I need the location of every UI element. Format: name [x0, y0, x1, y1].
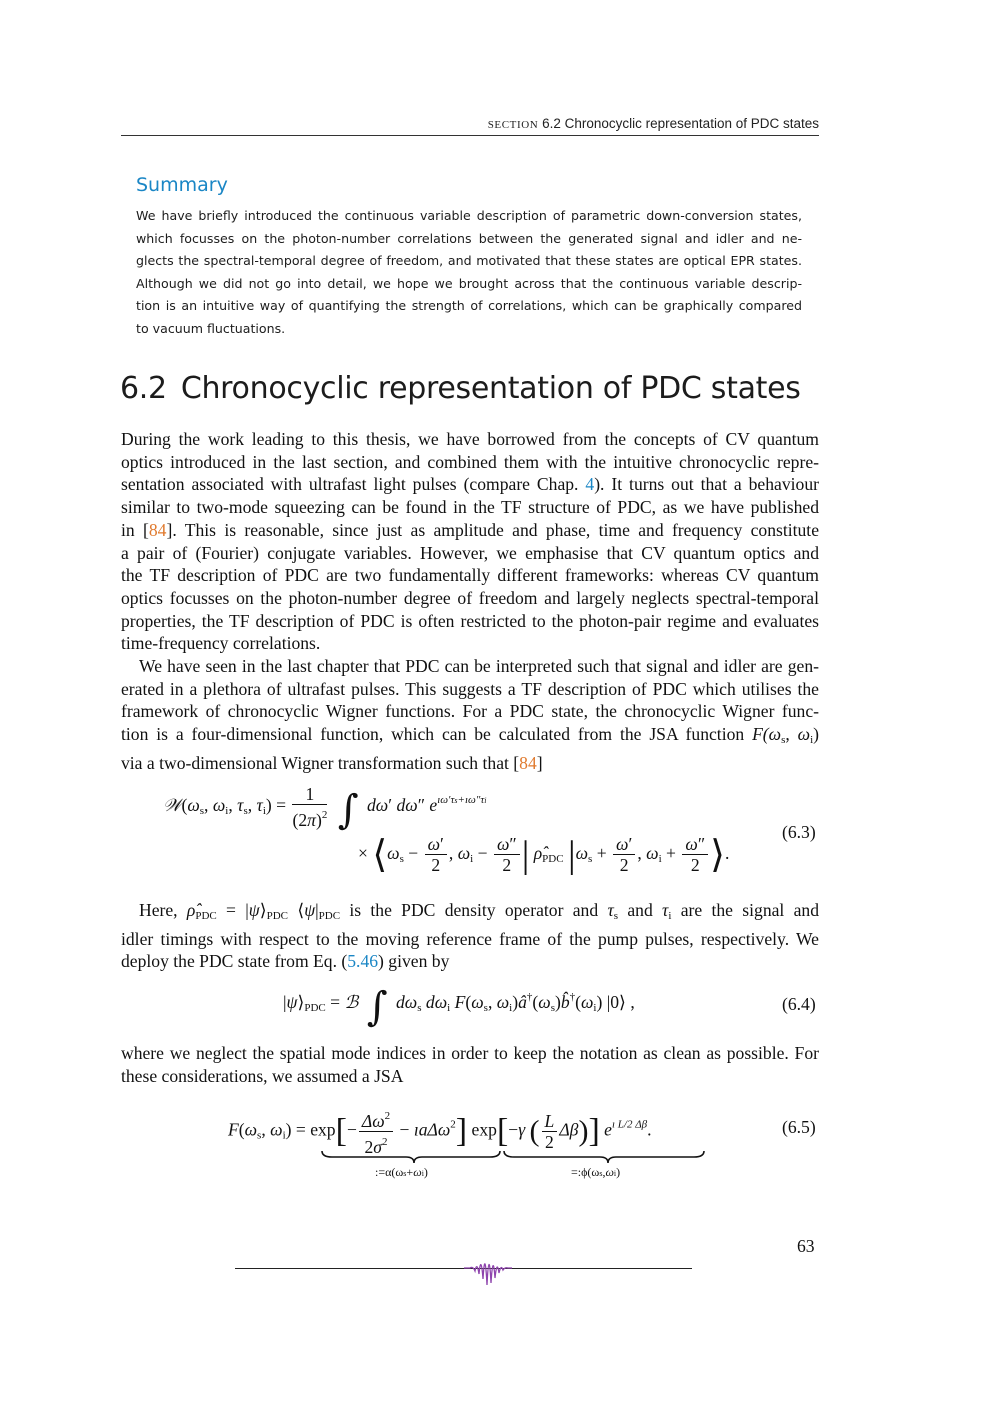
citation-link[interactable]: 84	[148, 519, 167, 540]
text-line: erated in a plethora of ultrafast pulses. This suggests a TF description of PDC which utilises the	[121, 678, 819, 699]
section-heading	[120, 371, 801, 406]
running-header	[121, 116, 819, 131]
text-line	[121, 473, 819, 496]
underbrace-label-phi: =:ϕ(ωs,ωi)	[571, 1165, 621, 1179]
summary-title: Summary	[136, 174, 228, 196]
text-line: optics introduced in the last section, and combined them with the intuitive chronocyclic repre-	[121, 451, 819, 472]
text-line: similar to two-mode squeezing can be found in the TF structure of PDC, as we have published	[121, 497, 819, 518]
equation-number: (6.4)	[782, 994, 816, 1014]
paragraph-4	[121, 1042, 819, 1087]
equation-6-3-line2: × $⟨\omega_s$ − $\frac{\omega'}{2}$ , $\omega_i$ − $\frac{\omega''}{2}$ | $\rhô_{PDC}$ $|\omega_s$ + $\frac{\omega'}{2}$ , $\omega_i$ + $\frac{\omega''}{2}$ ⟩.	[358, 834, 730, 876]
text-fragment: is the PDC density operator and	[340, 900, 608, 920]
text-fragment: tion is a four-dimensional function, which can be calculated from the JSA function	[121, 724, 753, 745]
equation-link[interactable]: 5.46	[347, 951, 379, 972]
equation-6-3-line1: $𝒲(\omega_s$, $\omega_i$, $\tau_s$, $\tau_i$) = $\frac{1}{(2\pi)^2}$ ∫ dω′ dω″ $e^{ı\omega'\tau s+ı\omega''\tau i}$	[163, 784, 487, 834]
summary-line: to vacuum fluctuations.	[136, 320, 286, 336]
header-section-title: 6.2 Chronocyclic representation of PDC states	[542, 116, 819, 131]
page-number: 63	[797, 1236, 815, 1256]
text-line: We have seen in the last chapter that PDC can be interpreted such that signal and idler are gen-	[139, 656, 819, 676]
text-fragment: and	[618, 900, 663, 920]
text-fragment: via a two-dimensional Wigner transformation such that [	[121, 752, 520, 773]
text-line: framework of chronocyclic Wigner functions. For a PDC state, the chronocyclic Wigner func-	[121, 701, 819, 722]
section-heading-text: Chronocyclic representation of PDC states	[180, 371, 801, 406]
equation-6-4: $|\psi⟩_{PDC}$ = ℬ ∫ $d\omega_s$ $d\omega_i$ $F(\omega_s$, $\omega_i)â^\dagger(\omega_s)b̂^\dagger(\omega_i)$ |0⟩ ,	[283, 984, 635, 1030]
citation-link[interactable]: 84	[519, 752, 537, 773]
summary-line: Although we did not go into detail, we hope we brought across that the continuous variable descrip-	[136, 275, 802, 291]
text-fragment: in [	[121, 519, 149, 540]
summary-line: glects the spectral-temporal degree of freedom, and motivated that these states are optical EPR states.	[136, 253, 802, 269]
text-line: time-frequency correlations.	[121, 633, 321, 654]
text-line	[121, 950, 819, 973]
chapter-link[interactable]: 4	[585, 474, 595, 495]
brace-label-text: =:ϕ(ω	[571, 1165, 600, 1179]
text-fragment: are the signal and	[671, 900, 820, 920]
text-line: Here, $\rhô_{PDC}$ = $|\psi⟩_{PDC}$ $⟨\psi|_{PDC}$ is the PDC density operator and $\tau_s$ and $\tau_i$ are the signal and	[139, 900, 820, 922]
text-line: the TF description of PDC are two fundamentally different frameworks: whereas CV quantum	[121, 565, 819, 586]
summary-line: tion is an intuitive way of quantifying the strength of correlations, which can be graphically compared	[136, 298, 802, 314]
text-line: idler timings with respect to the moving reference frame of the pump pulses, respectively. We	[121, 928, 819, 949]
text-fragment: ]	[536, 752, 543, 773]
text-line: these considerations, we assumed a JSA	[121, 1065, 404, 1086]
brace-label-text: :=α(ω	[375, 1165, 404, 1179]
header-rule	[121, 135, 819, 136]
text-line: optics focusses on the photon-number degree of freedom and largely neglects spectral-temporal	[121, 587, 819, 608]
text-line: properties, the TF description of PDC is often restricted to the photon-pair regime and evaluates	[121, 610, 819, 631]
paragraph-3	[121, 899, 819, 973]
summary-line: We have briefly introduced the continuous variable description of parametric down-conversion states,	[136, 208, 802, 223]
text-line: tion is a four-dimensional function, which can be calculated from the JSA function $F(\omega_s$, $\omega_i$)	[121, 724, 819, 747]
text-line	[121, 519, 819, 542]
text-line: where we neglect the spatial mode indices in order to keep the notation as clean as possible. For	[121, 1043, 819, 1063]
text-line: During the work leading to this thesis, we have borrowed from the concepts of CV quantum	[121, 429, 819, 449]
equation-6-5: $F(\omega_s$, $\omega_i) = \exp[-$ $\frac{\Delta\omega^2}{2\sigma^2}$ − ıaΔω$^2$] exp[−γ ( $\frac{L}{2}$ Δβ)] $e^{ı L/2 \Delta\beta}$.	[228, 1106, 652, 1157]
equation-number: (6.3)	[782, 822, 816, 842]
summary-body	[136, 205, 802, 341]
summary-line: which focusses on the photon-number correlations between the generated signal and idler and ne-	[136, 230, 802, 246]
text-fragment: sentation associated with ultrafast light pulses (compare Chap.	[121, 474, 586, 495]
section-number: 6.2	[120, 371, 167, 406]
pulse-logo-icon	[464, 1243, 512, 1291]
text-fragment: Here,	[139, 900, 187, 920]
text-fragment: ) given by	[378, 951, 450, 972]
text-fragment: deploy the PDC state from Eq. (	[121, 951, 348, 972]
paragraph-1	[121, 428, 819, 655]
text-fragment: ]. This is reasonable, since just as amplitude and phase, time and frequency constitute	[166, 519, 820, 540]
paragraph-2	[121, 655, 819, 775]
text-line	[121, 752, 819, 775]
underbrace-label-alpha: :=α(ωs+ωi)	[375, 1165, 428, 1179]
equation-number: (6.5)	[782, 1117, 816, 1137]
jsa-symbol: F(ω	[752, 724, 782, 745]
text-fragment: ). It turns out that a behaviour	[594, 474, 819, 495]
text-line: a pair of (Fourier) conjugate variables. However, we emphasise that CV quantum optics and	[121, 542, 819, 563]
header-section-label: SECTION	[487, 119, 539, 131]
